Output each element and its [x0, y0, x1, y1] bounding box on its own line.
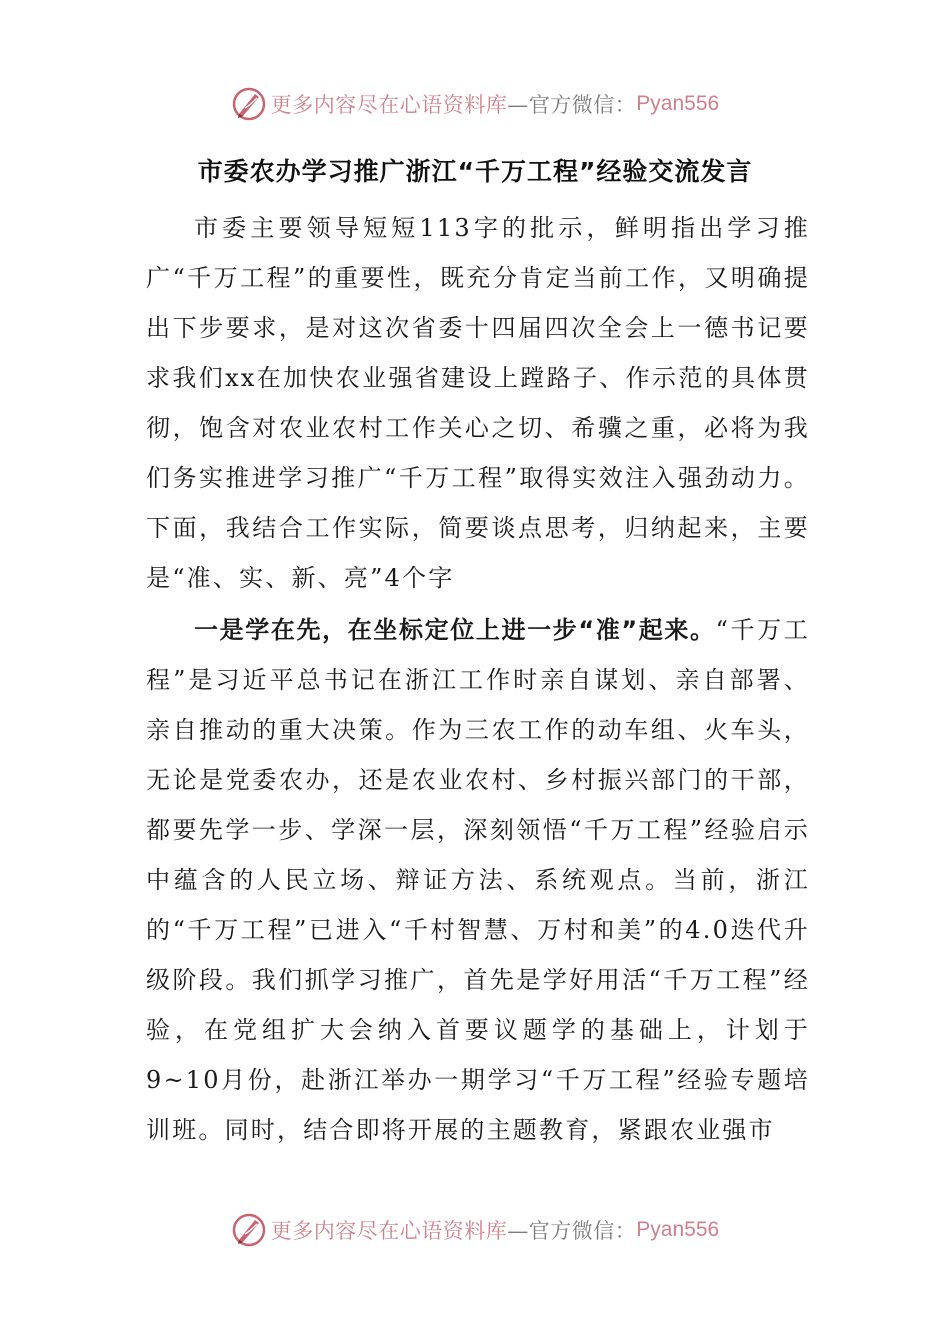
paragraph-intro-text: 市委主要领导短短113字的批示，鲜明指出学习推广“千万工程”的重要性，既充分肯定当前工作，又明确提出下步要求，是对这次省委十四届四次全会上一德书记要求我们xx在加快农业强省建设上蹚路子、作示范的具体贯彻，饱含对农业农村工作关心之切、希骥之重，必将为我们务实推进学习推广“千万工程”取得实效注入强劲动力。下面，我结合工作实际，简要谈点思考，归纳起来，主要是“准、实、新、亮”4个字	[146, 214, 810, 592]
paragraph-point-one-text: “千万工程”是习近平总书记在浙江工作时亲自谋划、亲自部署、亲自推动的重大决策。作为三农工作的动车组、火车头，无论是党委农办，还是农业农村、乡村振兴部门的干部，都要先学一步、学深一层，深刻领悟“千万工程”经验启示中蕴含的人民立场、辩证方法、系统观点。当前，浙江的“千万工程”已进入“千村智慧、万村和美”的4.0迭代升级阶段。我们抓学习推广，首先是学好用活“千万工程”经验，在党组扩大会纳入首要议题学的基础上，计划于9~10月份，赴浙江举办一期学习“千万工程”经验专题培训班。同时，结合即将开展的主题教育，紧跟农业强市	[146, 616, 810, 1144]
watermark-official-text: —官方微信：	[507, 93, 637, 117]
watermark-wechat-id: Pyan556	[636, 1218, 720, 1241]
document-title: 市委农办学习推广浙江“千万工程”经验交流发言	[197, 157, 753, 186]
paragraph-point-one-lead: 一是学在先，在坐标定位上进一步“准”起来。	[194, 616, 716, 644]
paragraph-intro	[146, 203, 810, 603]
watermark-library-text: 更多内容尽在心语资料库	[270, 1219, 508, 1243]
watermark-wechat-id: Pyan556	[636, 92, 720, 115]
footer-watermark	[0, 1208, 950, 1252]
header-watermark	[0, 82, 950, 126]
watermark-official-text: —官方微信：	[507, 1219, 637, 1243]
paragraph-point-one	[146, 605, 810, 1155]
quill-pen-logo-icon	[231, 86, 267, 122]
watermark-library-text: 更多内容尽在心语资料库	[270, 93, 508, 117]
document-body	[146, 203, 810, 1155]
quill-pen-logo-icon	[231, 1212, 267, 1248]
